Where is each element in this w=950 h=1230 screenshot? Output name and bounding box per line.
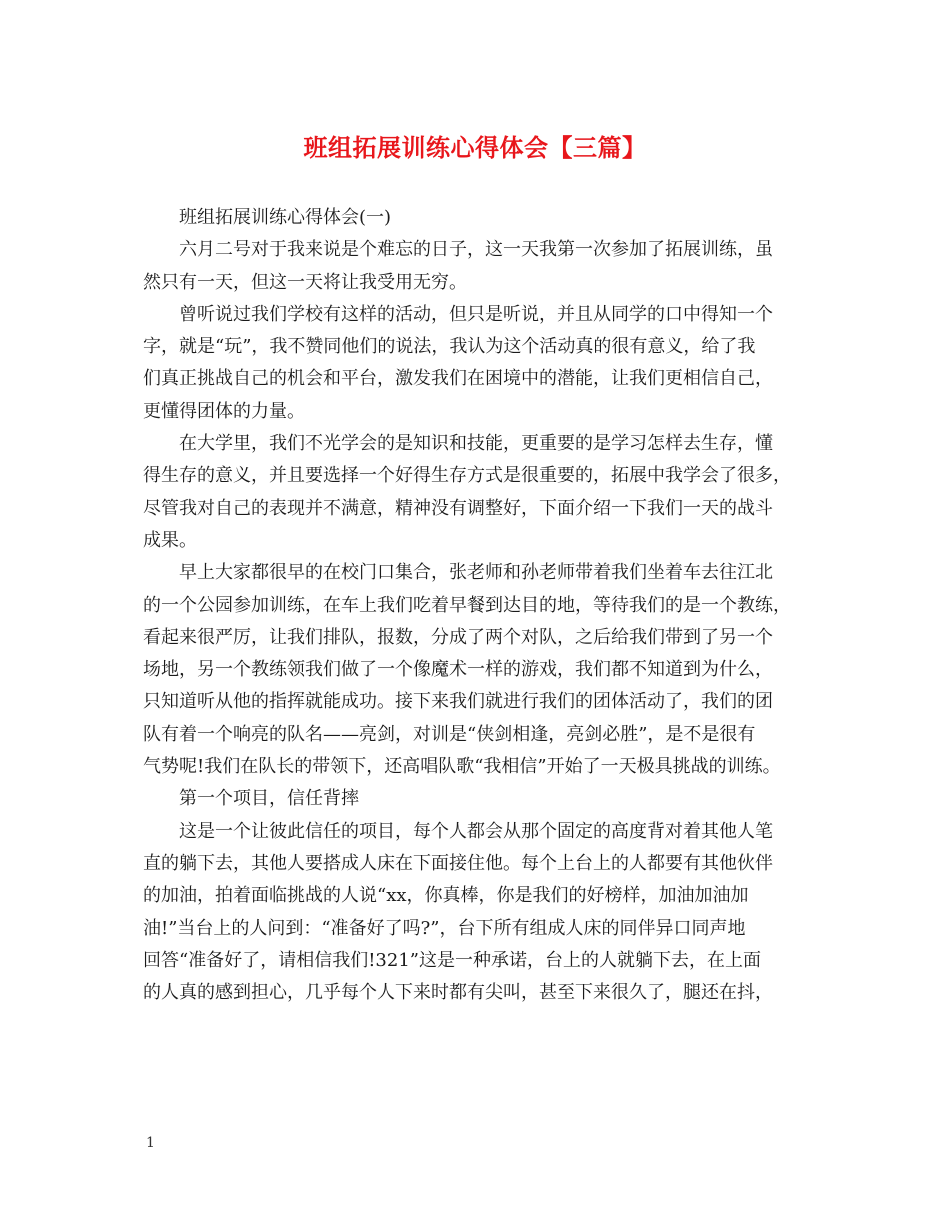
page-number: 1 xyxy=(146,1135,155,1151)
paragraph-line: 然只有一天，但这一天将让我受用无穷。 xyxy=(143,271,467,293)
document-body xyxy=(143,202,813,1009)
paragraph-line: 场地，另一个教练领我们做了一个像魔术一样的游戏，我们都不知道到为什么， xyxy=(143,659,773,681)
paragraph-line: 尽管我对自己的表现并不满意，精神没有调整好，下面介绍一下我们一天的战斗 xyxy=(143,497,773,519)
paragraph-line: 的加油，拍着面临挑战的人说“xx，你真棒，你是我们的好榜样，加油加油加 xyxy=(143,885,749,907)
paragraph-line: 这是一个让彼此信任的项目，每个人都会从那个固定的高度背对着其他人笔 xyxy=(179,820,773,842)
paragraph-line: 更懂得团体的力量。 xyxy=(143,400,305,422)
paragraph-line: 曾听说过我们学校有这样的活动，但只是听说，并且从同学的口中得知一个 xyxy=(179,303,773,325)
paragraph-line: 只知道听从他的指挥就能成功。接下来我们就进行我们的团体活动了，我们的团 xyxy=(143,691,773,713)
paragraph-line: 的一个公园参加训练，在车上我们吃着早餐到达目的地，等待我们的是一个教练， xyxy=(143,594,791,616)
paragraph-line: 在大学里，我们不光学会的是知识和技能，更重要的是学习怎样去生存，懂 xyxy=(179,433,773,455)
paragraph-line: 们真正挑战自己的机会和平台，激发我们在困境中的潜能，让我们更相信自己， xyxy=(143,368,773,390)
section-heading: 班组拓展训练心得体会(一) xyxy=(179,207,392,228)
paragraph-line: 回答“准备好了，请相信我们!321”这是一种承诺，台上的人就躺下去，在上面 xyxy=(143,949,761,971)
paragraph-line: 成果。 xyxy=(143,529,197,551)
paragraph-line: 气势呢!我们在队长的带领下，还高唱队歌“我相信”开始了一天极具挑战的训练。 xyxy=(143,756,781,778)
paragraph-line: 六月二号对于我来说是个难忘的日子，这一天我第一次参加了拓展训练，虽 xyxy=(179,239,773,261)
paragraph-line: 字，就是“玩”，我不赞同他们的说法，我认为这个活动真的很有意义，给了我 xyxy=(143,336,756,358)
paragraph-line: 队有着一个响亮的队名——亮剑，对训是“侠剑相逢，亮剑必胜”，是不是很有 xyxy=(143,723,756,745)
paragraph-line: 看起来很严厉，让我们排队，报数，分成了两个对队，之后给我们带到了另一个 xyxy=(143,626,773,648)
paragraph-line: 油!”当台上的人问到：“准备好了吗?”，台下所有组成人床的同伴异口同声地 xyxy=(143,917,746,939)
paragraph-line: 的人真的感到担心，几乎每个人下来时都有尖叫，甚至下来很久了，腿还在抖， xyxy=(143,982,773,1004)
document-title: 班组拓展训练心得体会【三篇】 xyxy=(303,133,647,162)
paragraph-line: 直的躺下去，其他人要搭成人床在下面接住他。每个上台上的人都要有其他伙伴 xyxy=(143,852,773,874)
paragraph-line: 得生存的意义，并且要选择一个好得生存方式是很重要的，拓展中我学会了很多， xyxy=(143,465,791,487)
paragraph-line: 早上大家都很早的在校门口集合，张老师和孙老师带着我们坐着车去往江北 xyxy=(179,562,773,584)
section-heading: 第一个项目，信任背摔 xyxy=(179,788,359,810)
